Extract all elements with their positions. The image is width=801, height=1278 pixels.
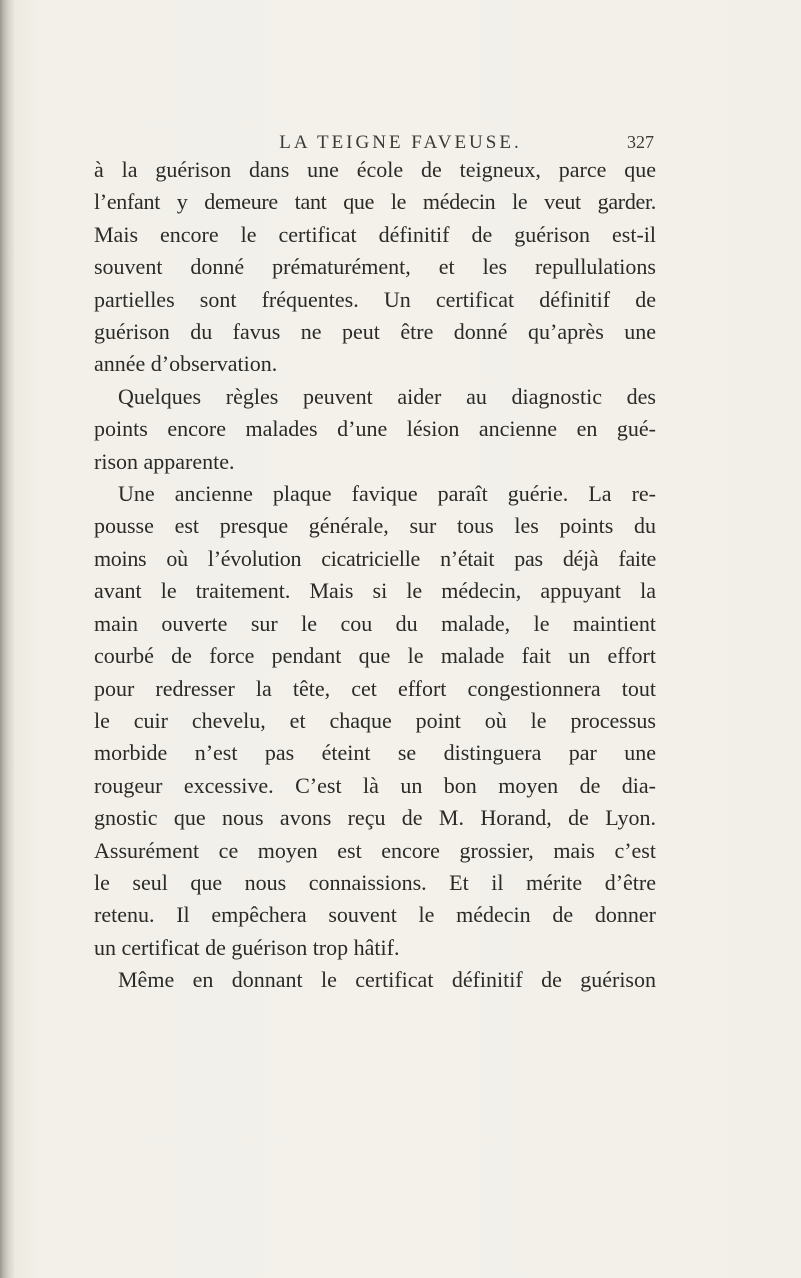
page-gutter-shadow <box>0 0 14 1278</box>
text-line: Mais encore le certificat définitif de guérison est-il <box>94 221 656 247</box>
text-line: à la guérison dans une école de teigneux, parce que <box>94 157 656 182</box>
text-line: Assurément ce moyen est encore grossier, mais c’est <box>94 837 656 863</box>
text-line: guérison du favus ne peut être donné qu’après une <box>94 319 656 345</box>
text-line: Même en donnant le certificat définitif de guérison <box>118 967 656 993</box>
text-line: souvent donné prématurément, et les repullulations <box>94 254 656 280</box>
text-line: rison apparente. <box>94 448 235 474</box>
text-line: partielles sont fréquentes. Un certificat définitif de <box>94 286 656 312</box>
text-line: le seul que nous connaissions. Et il mérite d’être <box>94 869 656 895</box>
text-line: points encore malades d’une lésion ancienne en gué- <box>94 416 656 442</box>
text-line: rougeur excessive. C’est là un bon moyen de dia- <box>94 772 656 798</box>
text-line: Une ancienne plaque favique paraît guérie. La re- <box>118 481 656 507</box>
body-text <box>94 154 656 997</box>
text-line: morbide n’est pas éteint se distinguera par une <box>94 740 656 766</box>
text-line: gnostic que nous avons reçu de M. Horand, de Lyon. <box>94 805 656 831</box>
running-title: LA TEIGNE FAVEUSE. <box>279 132 522 153</box>
paragraph-2 <box>94 381 656 478</box>
text-line: retenu. Il empêchera souvent le médecin de donner <box>94 902 656 928</box>
text-line: pour redresser la tête, cet effort congestionnera tout <box>94 675 656 701</box>
text-line: pousse est presque générale, sur tous les points du <box>94 513 656 539</box>
paragraph-3 <box>94 478 656 964</box>
paragraph-4 <box>94 964 656 996</box>
text-line: courbé de force pendant que le malade fait un effort <box>94 643 656 669</box>
paragraph-1 <box>94 154 656 381</box>
text-line: avant le traitement. Mais si le médecin, appuyant la <box>94 578 656 604</box>
text-line: année d’observation. <box>94 351 278 377</box>
text-line: l’enfant y demeure tant que le médecin le veut garder. <box>94 189 656 215</box>
text-line: le cuir chevelu, et chaque point où le processus <box>94 707 656 733</box>
text-line: Quelques règles peuvent aider au diagnostic des <box>118 383 656 409</box>
text-line: moins où l’évolution cicatricielle n’était pas déjà faite <box>94 545 656 571</box>
page-number: 327 <box>627 132 654 152</box>
text-line: un certificat de guérison trop hâtif. <box>94 934 400 960</box>
text-line: main ouverte sur le cou du malade, le maintient <box>94 610 656 636</box>
